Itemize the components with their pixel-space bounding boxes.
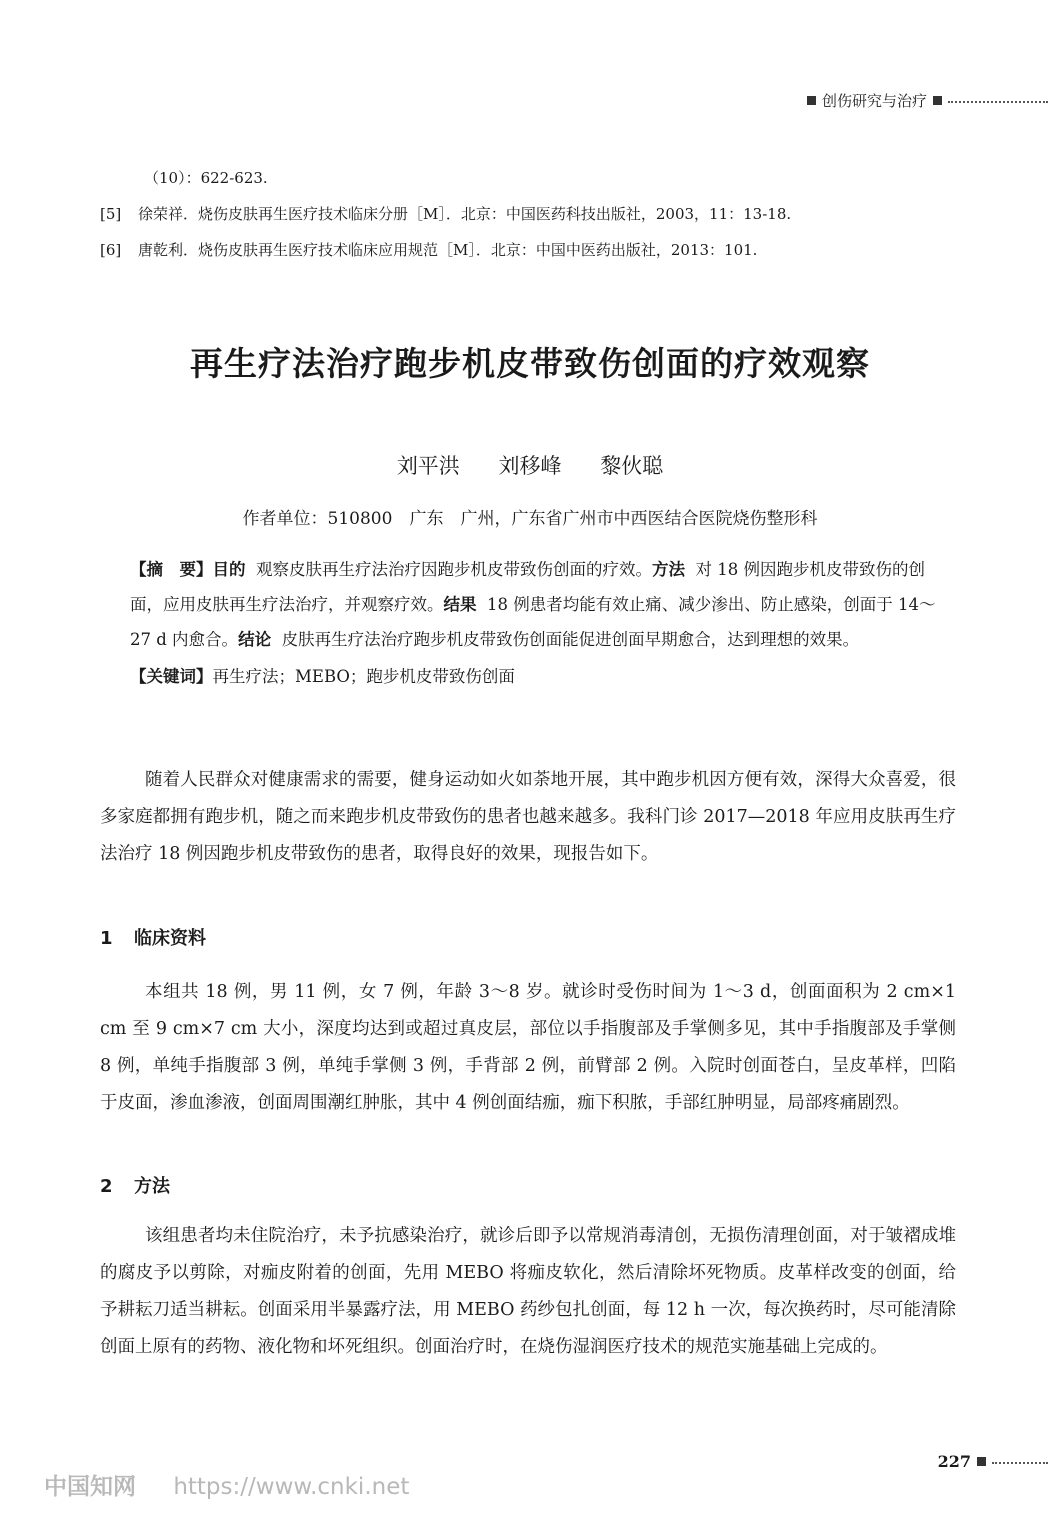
conclusion-text: 皮肤再生疗法治疗跑步机皮带致伤创面能促进创面早期愈合，达到理想的效果。 (281, 630, 860, 649)
watermark-url[interactable]: https://www.cnki.net (173, 1474, 410, 1500)
intro-paragraph (100, 762, 956, 873)
reference-number: [5] (100, 205, 122, 223)
reference-item (100, 160, 980, 196)
paragraph-text: 随着人民群众对健康需求的需要，健身运动如火如荼地开展，其中跑步机因方便有效，深得大众喜爱，很多家庭都拥有跑步机，随之而来跑步机皮带致伤的患者也越来越多。我科门诊 2017—2018 年应用皮肤再生疗法治疗 18 例因跑步机皮带致伤的患者，取得良好的效果，现报告如下。 (100, 770, 956, 864)
reference-number: [6] (100, 241, 122, 259)
results-text: 18 例患者均能有效止痛、减少渗出、防止感染，创面于 14～27 d 内愈合。 (130, 595, 936, 649)
section-label: 创伤研究与治疗 (821, 92, 927, 110)
methods-text: 对 18 例因跑步机皮带致伤的创面，应用皮肤再生疗法治疗，并观察疗效。 (130, 560, 925, 614)
reference-text: 徐荣祥．烧伤皮肤再生医疗技术临床分册［M］．北京：中国医药科技出版社，2003，11：13-18. (138, 205, 792, 223)
methods-label: 方法 (652, 560, 685, 579)
square-bullet-icon (933, 96, 942, 105)
author-name: 黎伙聪 (600, 454, 664, 478)
reference-item (100, 232, 980, 268)
section-number: 2 (100, 1176, 113, 1197)
watermark-brand: 中国知网 (44, 1474, 136, 1500)
abstract-label: 【摘 要】 (130, 560, 213, 579)
square-bullet-icon (807, 96, 816, 105)
page-number-block (938, 1452, 1048, 1471)
paragraph-text: 该组患者均未住院治疗，未予抗感染治疗，就诊后即予以常规消毒清创，无损伤清理创面，对于皱褶成堆的腐皮予以剪除，对痂皮附着的创面，先用 MEBO 将痂皮软化，然后清除坏死物质。皮革样改变的创面，给予耕耘刀适当耕耘。创面采用半暴露疗法，用 MEBO 药纱包扎创面，每 12 h 一次，每次换药时，尽可能清除创面上原有的药物、液化物和坏死组织。创面治疗时，在烧伤湿润医疗技术的规范实施基础上完成的。 (100, 1226, 956, 1357)
reference-list (100, 160, 980, 268)
conclusion-label: 结论 (238, 630, 272, 649)
section-1-paragraph (100, 974, 956, 1122)
section-title: 临床资料 (134, 928, 206, 949)
abstract (130, 552, 956, 694)
keywords-label: 【关键词】 (130, 667, 213, 686)
objective-label: 目的 (212, 560, 246, 579)
reference-text: 唐乾利．烧伤皮肤再生医疗技术临床应用规范［M］．北京：中国中医药出版社，2013：101. (138, 241, 758, 259)
author-name: 刘平洪 (396, 454, 460, 478)
reference-item (100, 196, 980, 232)
objective-text: 观察皮肤再生疗法治疗因跑步机皮带致伤创面的疗效。 (256, 560, 652, 579)
results-label: 结果 (443, 595, 477, 614)
section-number: 1 (100, 928, 113, 949)
author-affiliation: 作者单位：510800 广东 广州，广东省广州市中西医结合医院烧伤整形科 (242, 509, 818, 529)
author-list (0, 450, 1060, 480)
section-heading-2 (100, 1172, 170, 1198)
paragraph-text: 本组共 18 例，男 11 例，女 7 例，年龄 3～8 岁。就诊时受伤时间为 1～3 d，创面面积为 2 cm×1 cm 至 9 cm×7 cm 大小，深度均达到或超过真皮层，部位以手指腹部及手掌侧多见，其中手指腹部及手掌侧 8 例，单纯手指腹部 3 例，单纯手掌侧 3 例，手背部 2 例，前臂部 2 例。入院时创面苍白，呈皮革样，凹陷于皮面，渗血渗液，创面周围潮红肿胀，其中 4 例创面结痂，痂下积脓，手部红肿明显，局部疼痛剧烈。 (100, 982, 956, 1113)
section-title: 方法 (134, 1176, 170, 1197)
dotted-rule (948, 101, 1048, 103)
section-2-paragraph (100, 1218, 956, 1366)
dotted-rule (992, 1462, 1048, 1464)
page-number: 227 (937, 1452, 971, 1471)
article-title: 再生疗法治疗跑步机皮带致伤创面的疗效观察 (190, 344, 870, 383)
watermark (44, 1468, 409, 1501)
square-bullet-icon (977, 1457, 986, 1466)
keywords-text: 再生疗法；MEBO；跑步机皮带致伤创面 (212, 667, 515, 686)
running-header (807, 90, 1048, 111)
abstract-body (130, 552, 956, 657)
section-heading-1 (100, 924, 206, 950)
author-name: 刘移峰 (498, 454, 562, 478)
reference-text: （10）：622-623. (144, 169, 268, 187)
keywords (130, 659, 956, 694)
